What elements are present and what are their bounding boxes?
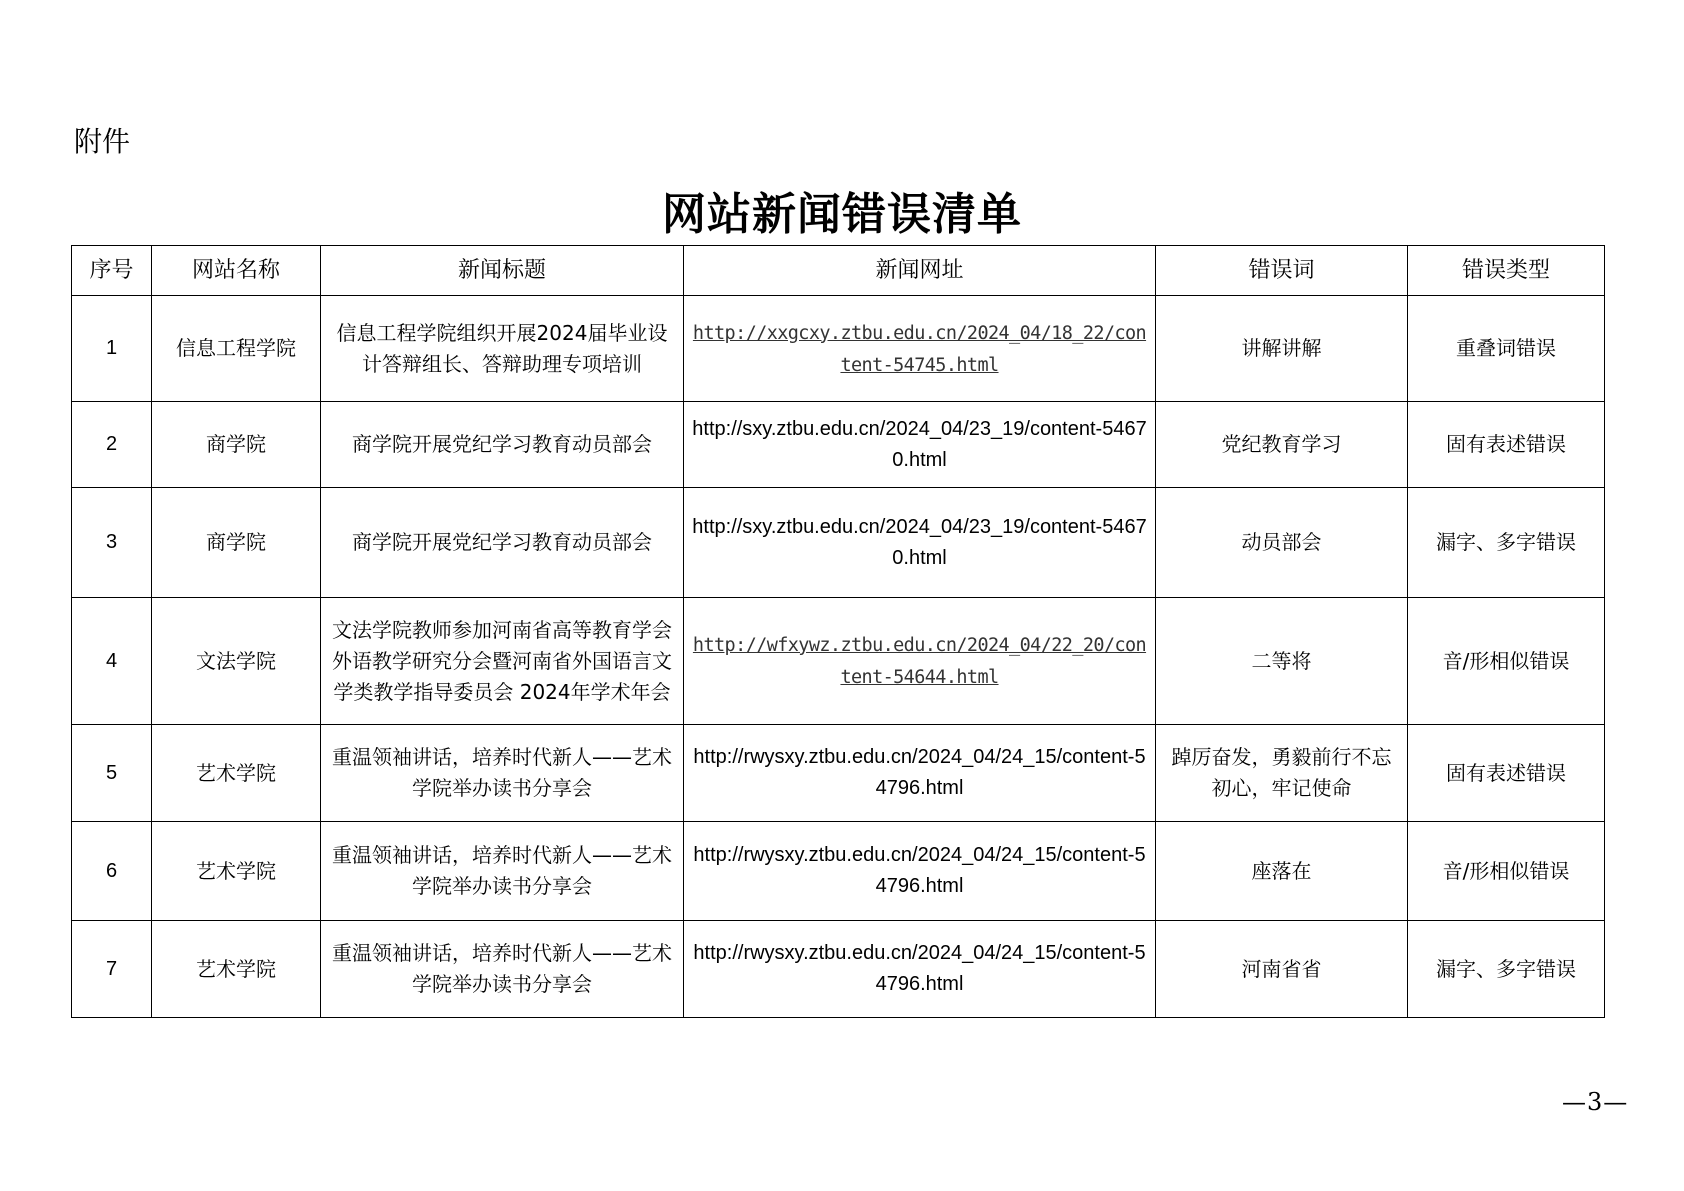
row-news-url-link[interactable]: http://xxgcxy.ztbu.edu.cn/2024_04/18_22/content-54745.html bbox=[692, 322, 1147, 376]
row-news-title: 文法学院教师参加河南省高等教育学会外语教学研究分会暨河南省外国语言文学类教学指导委员会 2024年学术年会 bbox=[321, 598, 684, 725]
row-site-name: 商学院 bbox=[152, 402, 321, 488]
attachment-label: 附件 bbox=[74, 125, 131, 158]
header-error-type: 错误类型 bbox=[1408, 246, 1605, 296]
row-error-word: 河南省省 bbox=[1156, 921, 1408, 1018]
header-error-word: 错误词 bbox=[1156, 246, 1408, 296]
row-news-url: http://rwysxy.ztbu.edu.cn/2024_04/24_15/content-54796.html bbox=[684, 822, 1156, 921]
row-news-url-link[interactable]: http://wfxywz.ztbu.edu.cn/2024_04/22_20/content-54644.html bbox=[692, 635, 1147, 688]
row-news-title: 商学院开展党纪学习教育动员部会 bbox=[321, 402, 684, 488]
error-list-table bbox=[71, 245, 1605, 1018]
row-site-name: 艺术学院 bbox=[152, 822, 321, 921]
row-news-title: 重温领袖讲话，培养时代新人——艺术学院举办读书分享会 bbox=[321, 822, 684, 921]
row-index: 6 bbox=[72, 822, 152, 921]
table-row bbox=[72, 921, 1605, 1018]
row-error-type: 固有表述错误 bbox=[1408, 402, 1605, 488]
row-index: 5 bbox=[72, 725, 152, 822]
row-site-name: 文法学院 bbox=[152, 598, 321, 725]
table-row bbox=[72, 402, 1605, 488]
row-site-name: 信息工程学院 bbox=[152, 296, 321, 402]
row-error-word: 党纪教育学习 bbox=[1156, 402, 1408, 488]
header-site-name: 网站名称 bbox=[152, 246, 321, 296]
row-index: 2 bbox=[72, 402, 152, 488]
row-error-word: 讲解讲解 bbox=[1156, 296, 1408, 402]
row-news-url-cell bbox=[684, 598, 1156, 725]
row-news-title: 重温领袖讲话，培养时代新人——艺术学院举办读书分享会 bbox=[321, 921, 684, 1018]
row-error-type: 音/形相似错误 bbox=[1408, 822, 1605, 921]
table-row bbox=[72, 296, 1605, 402]
row-news-title: 商学院开展党纪学习教育动员部会 bbox=[321, 488, 684, 598]
row-news-url-cell bbox=[684, 296, 1156, 402]
row-site-name: 艺术学院 bbox=[152, 725, 321, 822]
header-news-title: 新闻标题 bbox=[321, 246, 684, 296]
row-news-title: 重温领袖讲话，培养时代新人——艺术学院举办读书分享会 bbox=[321, 725, 684, 822]
table-row bbox=[72, 488, 1605, 598]
document-title: 网站新闻错误清单 bbox=[662, 189, 1022, 240]
row-index: 4 bbox=[72, 598, 152, 725]
page-number: —3— bbox=[1562, 1088, 1629, 1116]
table-row bbox=[72, 725, 1605, 822]
row-error-type: 重叠词错误 bbox=[1408, 296, 1605, 402]
row-error-word: 座落在 bbox=[1156, 822, 1408, 921]
row-error-type: 音/形相似错误 bbox=[1408, 598, 1605, 725]
row-error-type: 固有表述错误 bbox=[1408, 725, 1605, 822]
row-news-title: 信息工程学院组织开展2024届毕业设计答辩组长、答辩助理专项培训 bbox=[321, 296, 684, 402]
row-index: 3 bbox=[72, 488, 152, 598]
row-error-type: 漏字、多字错误 bbox=[1408, 488, 1605, 598]
row-site-name: 商学院 bbox=[152, 488, 321, 598]
row-error-word: 动员部会 bbox=[1156, 488, 1408, 598]
row-error-type: 漏字、多字错误 bbox=[1408, 921, 1605, 1018]
table-header-row bbox=[72, 246, 1605, 296]
row-error-word: 踔厉奋发，勇毅前行不忘初心，牢记使命 bbox=[1156, 725, 1408, 822]
header-index: 序号 bbox=[72, 246, 152, 296]
header-news-url: 新闻网址 bbox=[684, 246, 1156, 296]
row-news-url: http://sxy.ztbu.edu.cn/2024_04/23_19/content-54670.html bbox=[684, 402, 1156, 488]
row-error-word: 二等将 bbox=[1156, 598, 1408, 725]
row-news-url: http://rwysxy.ztbu.edu.cn/2024_04/24_15/content-54796.html bbox=[684, 725, 1156, 822]
row-index: 1 bbox=[72, 296, 152, 402]
table-row bbox=[72, 598, 1605, 725]
row-news-url: http://sxy.ztbu.edu.cn/2024_04/23_19/content-54670.html bbox=[684, 488, 1156, 598]
table-row bbox=[72, 822, 1605, 921]
row-index: 7 bbox=[72, 921, 152, 1018]
row-news-url: http://rwysxy.ztbu.edu.cn/2024_04/24_15/content-54796.html bbox=[684, 921, 1156, 1018]
row-site-name: 艺术学院 bbox=[152, 921, 321, 1018]
